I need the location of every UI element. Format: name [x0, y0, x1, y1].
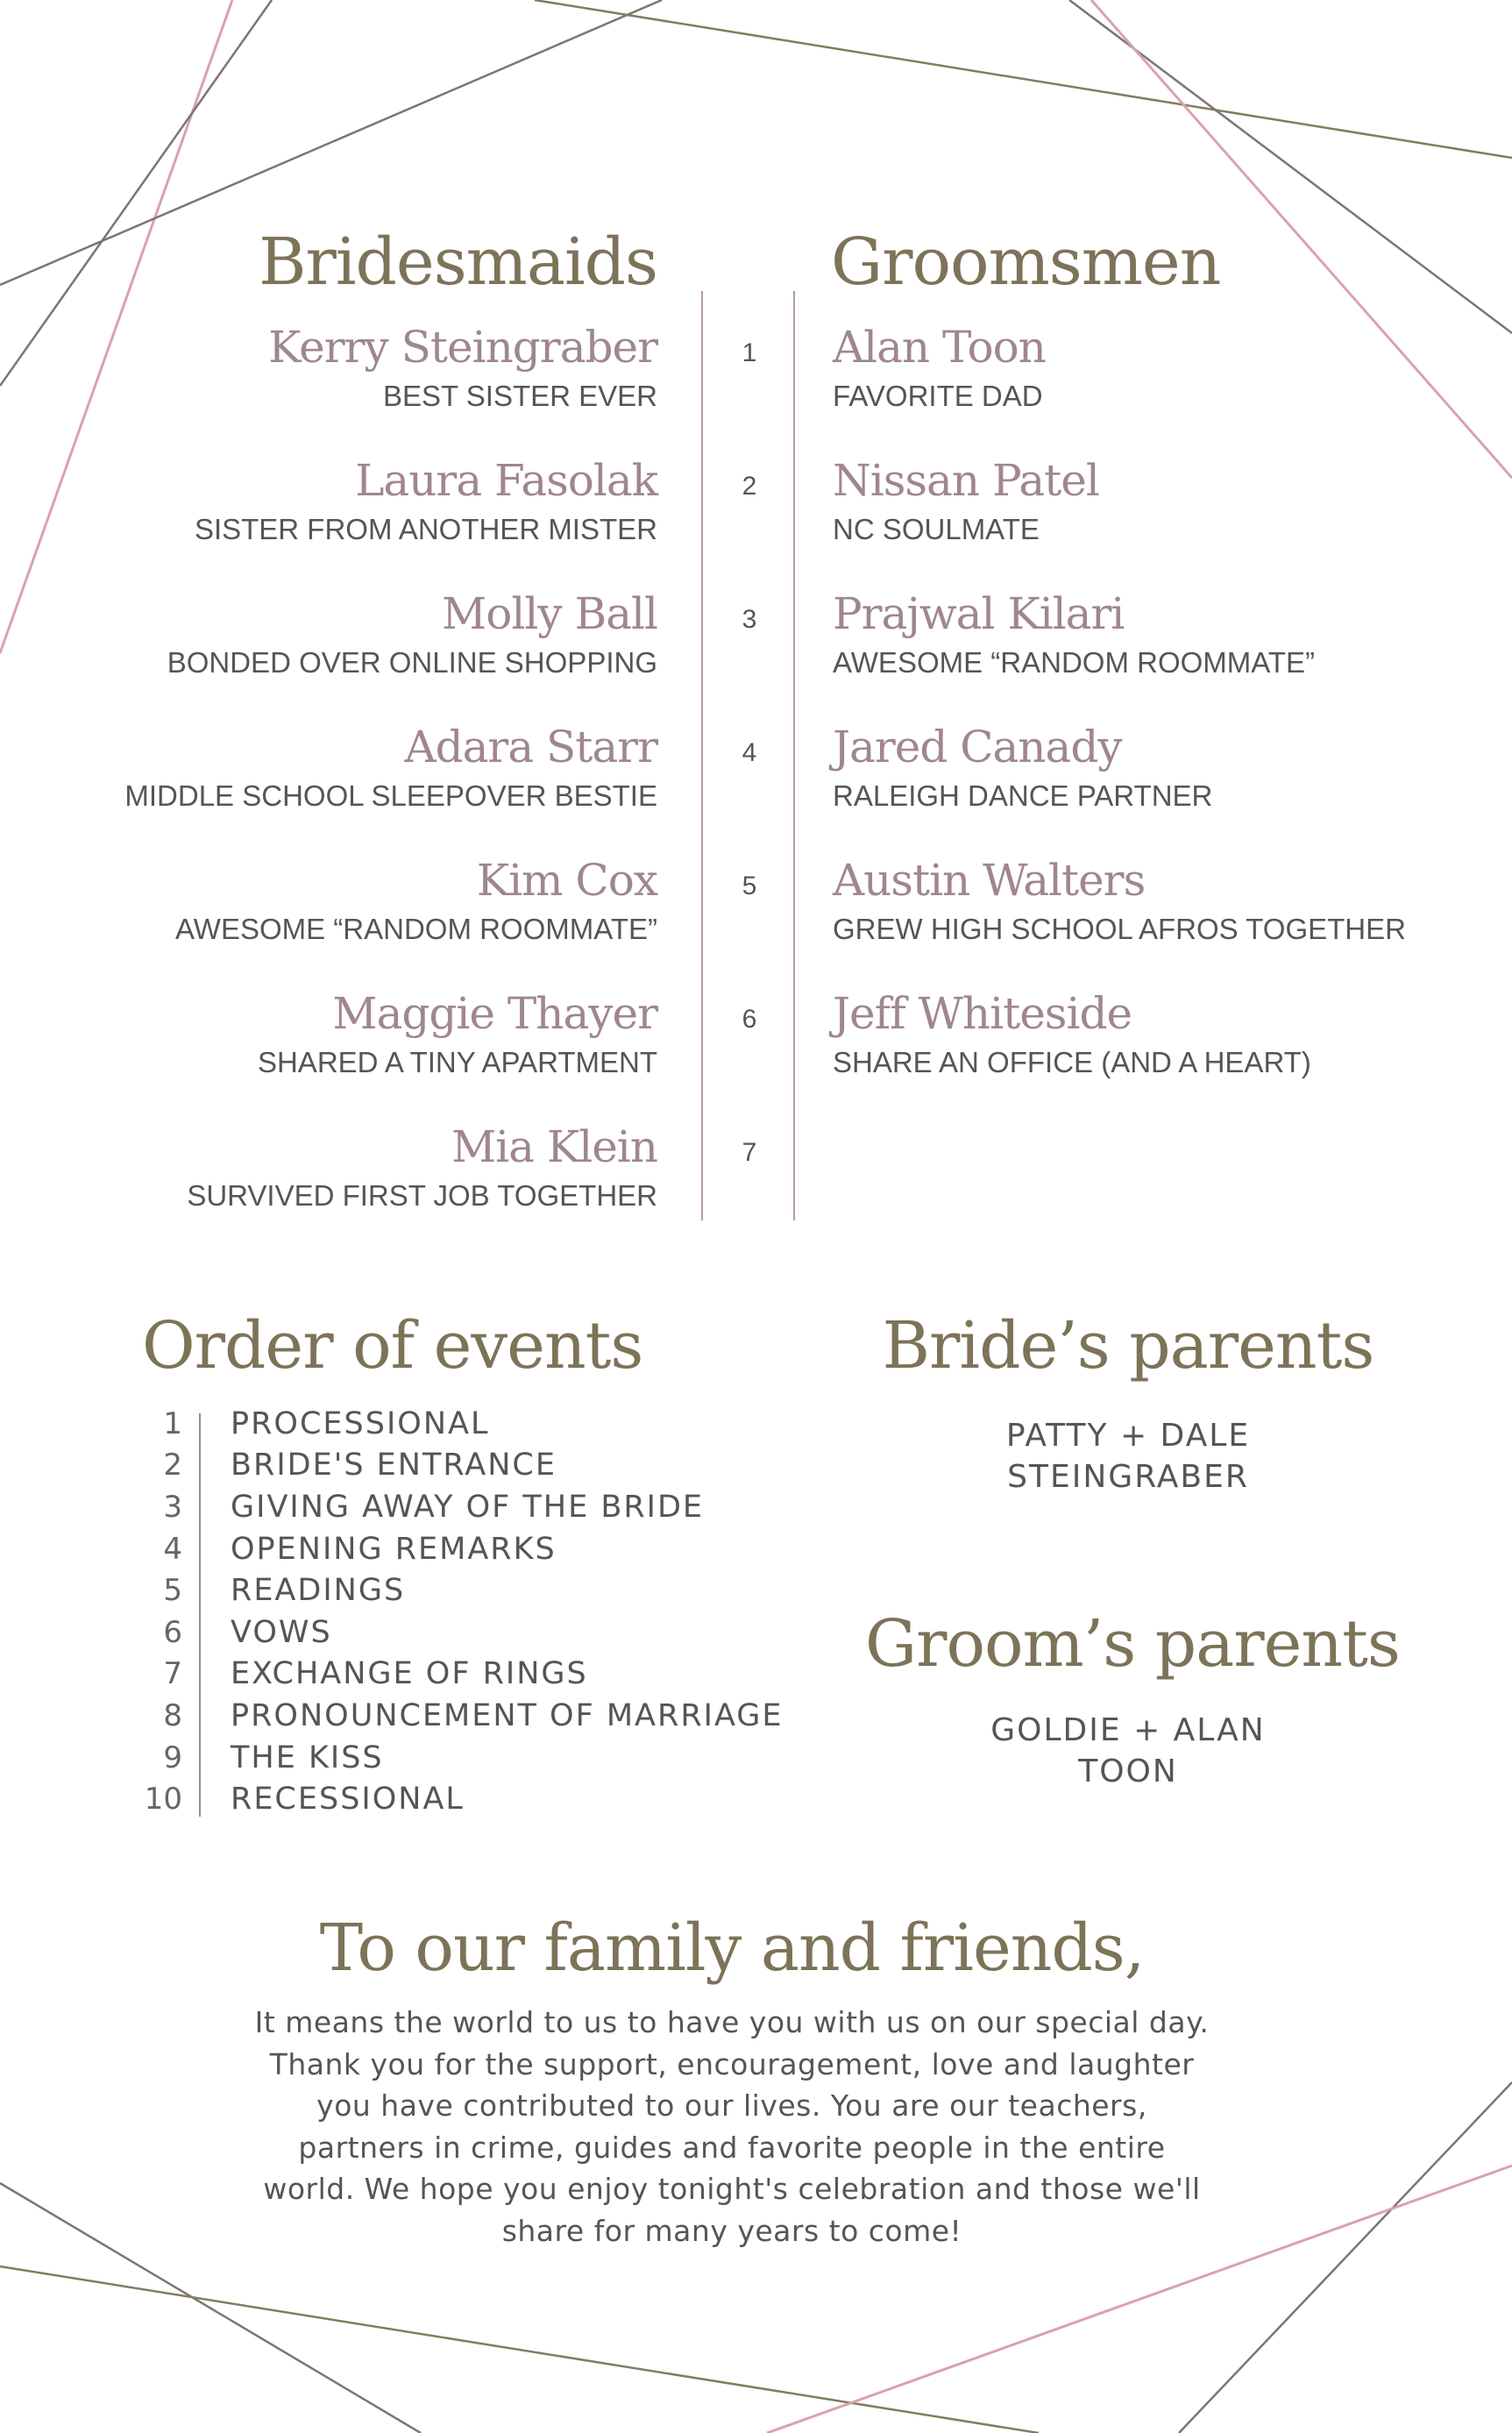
event-number: 7	[163, 1656, 182, 1692]
pair-numbers	[701, 321, 798, 1254]
groomsman-name: Nissan Patel	[833, 455, 1099, 506]
bridesmaid-description: SHARED A TINY APARTMENT	[257, 1046, 657, 1078]
deco-line-olive-top	[535, 0, 1512, 158]
event-label: PROCESSIONAL	[231, 1405, 490, 1441]
event-number: 10	[144, 1782, 182, 1818]
bridesmaid-entry	[26, 1120, 657, 1254]
brides-parents-line-2: STEINGRABER	[1007, 1459, 1249, 1495]
order-of-events-heading: Order of events	[142, 1308, 643, 1384]
bridesmaid-description: AWESOME “RANDOM ROOMMATE”	[175, 913, 657, 945]
event-label: RECESSIONAL	[231, 1782, 465, 1818]
bridesmaid-name: Molly Ball	[442, 588, 657, 639]
grooms-parents-line-1: GOLDIE + ALAN	[990, 1712, 1266, 1748]
groomsman-description: AWESOME “RANDOM ROOMMATE”	[833, 646, 1315, 679]
bridesmaid-name: Kim Cox	[476, 855, 657, 906]
event-label: OPENING REMARKS	[231, 1531, 557, 1567]
event-number: 1	[163, 1405, 182, 1441]
groomsman-entry	[833, 454, 1464, 587]
closing-message-line: Thank you for the support, encouragement, love and laughter	[269, 2046, 1195, 2081]
groomsmen-list	[833, 321, 1464, 1120]
pair-number: 7	[742, 1138, 757, 1167]
bridesmaid-name: Adara Starr	[404, 722, 657, 772]
event-item	[123, 1695, 824, 1737]
event-label: VOWS	[231, 1614, 332, 1650]
bridesmaid-name: Mia Klein	[451, 1121, 657, 1172]
event-item	[123, 1654, 824, 1696]
bridesmaid-description: MIDDLE SCHOOL SLEEPOVER BESTIE	[124, 779, 657, 812]
event-number: 5	[163, 1573, 182, 1609]
event-label: PRONOUNCEMENT OF MARRIAGE	[231, 1697, 784, 1733]
grooms-parents-names	[865, 1710, 1391, 1792]
bridesmaid-entry	[26, 321, 657, 454]
groomsman-description: NC SOULMATE	[833, 513, 1040, 545]
bridesmaid-name: Laura Fasolak	[355, 455, 657, 506]
groomsman-name: Alan Toon	[833, 322, 1046, 373]
bridesmaid-description: SURVIVED FIRST JOB TOGETHER	[187, 1179, 657, 1212]
event-label: READINGS	[231, 1573, 406, 1609]
groomsman-entry	[833, 587, 1464, 721]
event-number: 2	[163, 1448, 182, 1483]
event-item	[123, 1569, 824, 1611]
event-item	[123, 1528, 824, 1570]
order-of-events-list	[123, 1403, 824, 1820]
brides-parents-heading: Bride’s parents	[882, 1308, 1374, 1384]
pair-number: 2	[742, 472, 757, 501]
deco-line-olive-bottom	[0, 2266, 1039, 2433]
bridesmaid-entry	[26, 454, 657, 587]
groomsman-description: SHARE AN OFFICE (AND A HEART)	[833, 1046, 1311, 1078]
event-label: EXCHANGE OF RINGS	[231, 1656, 588, 1692]
event-number: 3	[163, 1489, 182, 1525]
closing-message-line: you have contributed to our lives. You are our teachers,	[316, 2088, 1147, 2123]
groomsman-name: Austin Walters	[833, 855, 1146, 906]
closing-message-line: partners in crime, guides and favorite people in the entire	[298, 2130, 1166, 2165]
grooms-parents-heading: Groom’s parents	[865, 1606, 1400, 1682]
bridesmaids-list	[26, 321, 657, 1254]
groomsman-name: Prajwal Kilari	[833, 588, 1125, 639]
event-item	[123, 1737, 824, 1779]
bridesmaids-heading: Bridesmaids	[259, 224, 657, 300]
event-number: 4	[163, 1531, 182, 1567]
pair-number: 4	[742, 738, 757, 767]
groomsman-description: RALEIGH DANCE PARTNER	[833, 779, 1213, 812]
event-item	[123, 1403, 824, 1445]
grooms-parents-line-2: TOON	[1078, 1754, 1178, 1789]
event-number: 6	[163, 1614, 182, 1650]
closing-message-line: world. We hope you enjoy tonight's celebration and those we'll	[263, 2172, 1201, 2206]
pair-number: 5	[742, 871, 757, 900]
bridesmaid-description: BONDED OVER ONLINE SHOPPING	[167, 646, 657, 679]
groomsmen-heading: Groomsmen	[831, 224, 1221, 300]
closing-message-line: share for many years to come!	[501, 2213, 962, 2248]
event-label: GIVING AWAY OF THE BRIDE	[231, 1489, 705, 1525]
groomsman-entry	[833, 321, 1464, 454]
groomsman-name: Jared Canady	[833, 722, 1122, 772]
closing-message-line: It means the world to us to have you with us on our special day.	[254, 2005, 1210, 2039]
pair-number: 3	[742, 605, 757, 634]
groomsman-description: GREW HIGH SCHOOL AFROS TOGETHER	[833, 913, 1406, 945]
event-number: 9	[163, 1739, 182, 1775]
event-item	[123, 1611, 824, 1654]
bridesmaid-entry	[26, 987, 657, 1120]
pair-number: 6	[742, 1005, 757, 1034]
bridesmaid-description: BEST SISTER EVER	[383, 380, 657, 412]
groomsman-entry	[833, 854, 1464, 987]
brides-parents-line-1: PATTY + DALE	[1005, 1418, 1251, 1454]
event-item	[123, 1778, 824, 1820]
event-label: BRIDE'S ENTRANCE	[231, 1448, 557, 1483]
pair-number: 1	[742, 338, 757, 367]
closing-message	[175, 2002, 1288, 2252]
event-label: THE KISS	[231, 1739, 384, 1775]
event-item	[123, 1486, 824, 1528]
brides-parents-names	[865, 1415, 1391, 1498]
bridesmaid-entry	[26, 854, 657, 987]
closing-heading: To our family and friends,	[319, 1910, 1145, 1986]
groomsman-entry	[833, 721, 1464, 854]
event-item	[123, 1445, 824, 1487]
bridesmaid-description: SISTER FROM ANOTHER MISTER	[194, 513, 657, 545]
bridesmaid-name: Maggie Thayer	[332, 988, 657, 1039]
event-number: 8	[163, 1697, 182, 1733]
bridesmaid-entry	[26, 587, 657, 721]
groomsman-description: FAVORITE DAD	[833, 380, 1043, 412]
groomsman-entry	[833, 987, 1464, 1120]
bridesmaid-entry	[26, 721, 657, 854]
groomsman-name: Jeff Whiteside	[833, 988, 1132, 1039]
bridesmaid-name: Kerry Steingraber	[268, 322, 657, 373]
